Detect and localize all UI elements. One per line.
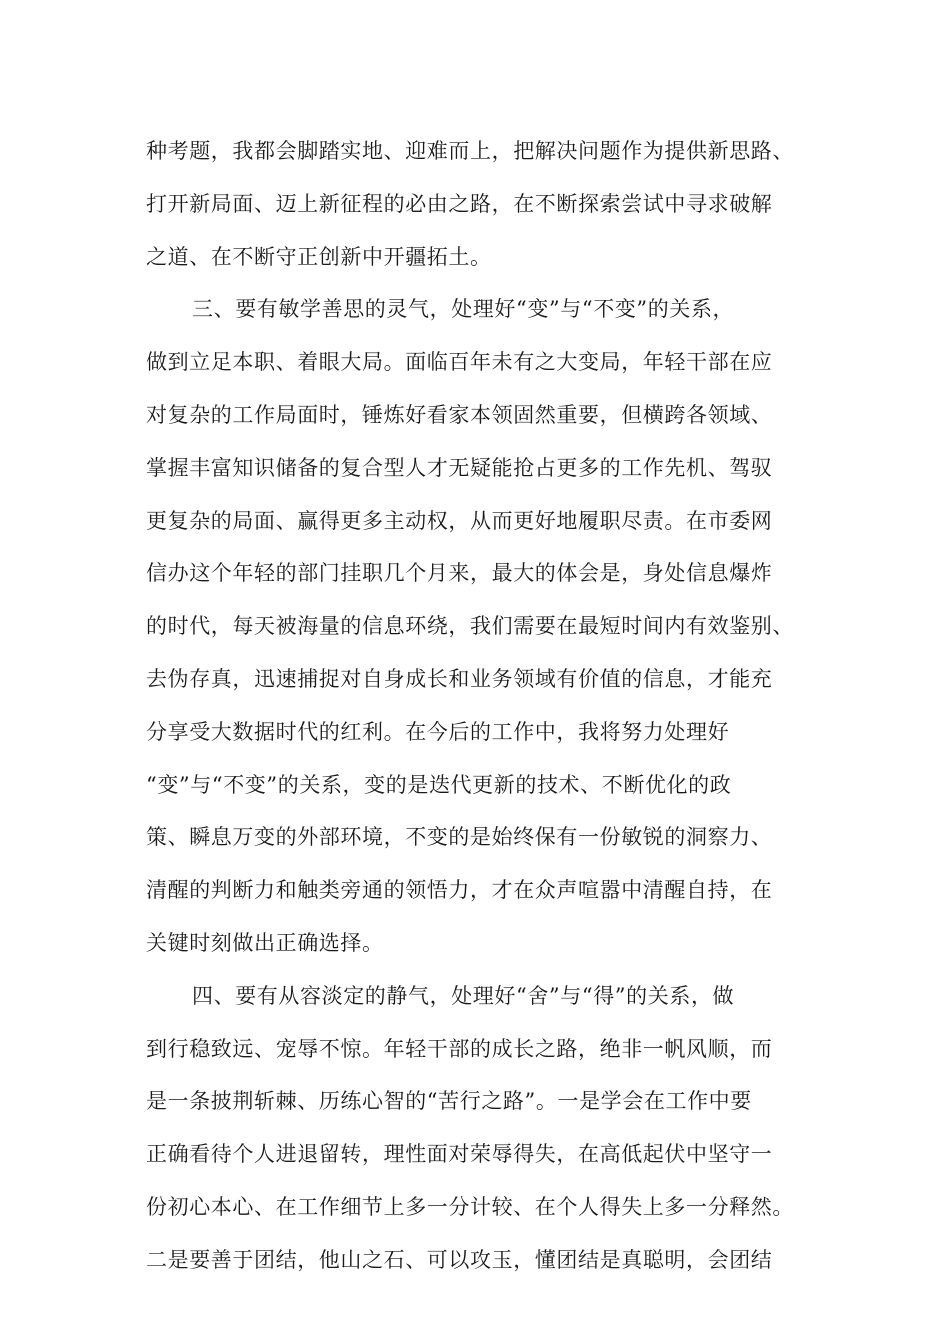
text-line: 分享受大数据时代的红利。在今后的工作中，我将努力处理好	[146, 719, 730, 744]
paragraph-four	[146, 970, 816, 1287]
text-line: 关键时刻做出正确选择。	[146, 930, 384, 955]
text-line: 四、要有从容淡定的静气，处理好“舍”与“得”的关系，做	[192, 983, 735, 1008]
text-line: 清醒的判断力和触类旁通的领悟力，才在众声喧嚣中清醒自持，在	[146, 878, 773, 903]
text-line: 是一条披荆斩棘、历练心智的“苦行之路”。一是学会在工作中要	[146, 1089, 752, 1114]
text-line: 种考题，我都会脚踏实地、迎难而上，把解决问题作为提供新思路、	[146, 139, 794, 163]
text-line: 更复杂的局面、赢得更多主动权，从而更好地履职尽责。在市委网	[146, 508, 773, 533]
text-line: 正确看待个人进退留转，理性面对荣辱得失，在高低起伏中坚守一	[146, 1142, 773, 1167]
text-line: 打开新局面、迈上新征程的必由之路，在不断探索尝试中寻求破解	[146, 191, 773, 216]
document-body	[146, 125, 816, 1287]
text-line: 二是要善于团结，他山之石、可以攻玉，懂团结是真聪明，会团结	[146, 1247, 773, 1272]
text-line: 做到立足本职、着眼大局。面临百年未有之大变局，年轻干部在应	[146, 350, 773, 375]
text-line: 去伪存真，迅速捕捉对自身成长和业务领域有价值的信息，才能充	[146, 666, 773, 691]
text-line: “变”与“不变”的关系，变的是迭代更新的技术、不断优化的政	[146, 772, 732, 797]
text-line: 份初心本心、在工作细节上多一分计较、在个人得失上多一分释然。	[146, 1194, 794, 1219]
paragraph-three	[146, 283, 816, 969]
text-line: 的时代，每天被海量的信息环绕，我们需要在最短时间内有效鉴别、	[146, 614, 794, 639]
paragraph-intro	[146, 125, 816, 283]
text-line: 到行稳致远、宠辱不惊。年轻干部的成长之路，绝非一帆风顺，而	[146, 1036, 773, 1061]
text-line: 策、瞬息万变的外部环境，不变的是始终保有一份敏锐的洞察力、	[146, 825, 773, 850]
text-line: 之道、在不断守正创新中开疆拓土。	[146, 244, 492, 269]
text-line: 对复杂的工作局面时，锤炼好看家本领固然重要，但横跨各领域、	[146, 402, 773, 427]
text-line: 信办这个年轻的部门挂职几个月来，最大的体会是，身处信息爆炸	[146, 561, 773, 586]
text-line: 三、要有敏学善思的灵气，处理好“变”与“不变”的关系，	[192, 297, 735, 322]
text-line: 掌握丰富知识储备的复合型人才无疑能抢占更多的工作先机、驾驭	[146, 455, 773, 480]
